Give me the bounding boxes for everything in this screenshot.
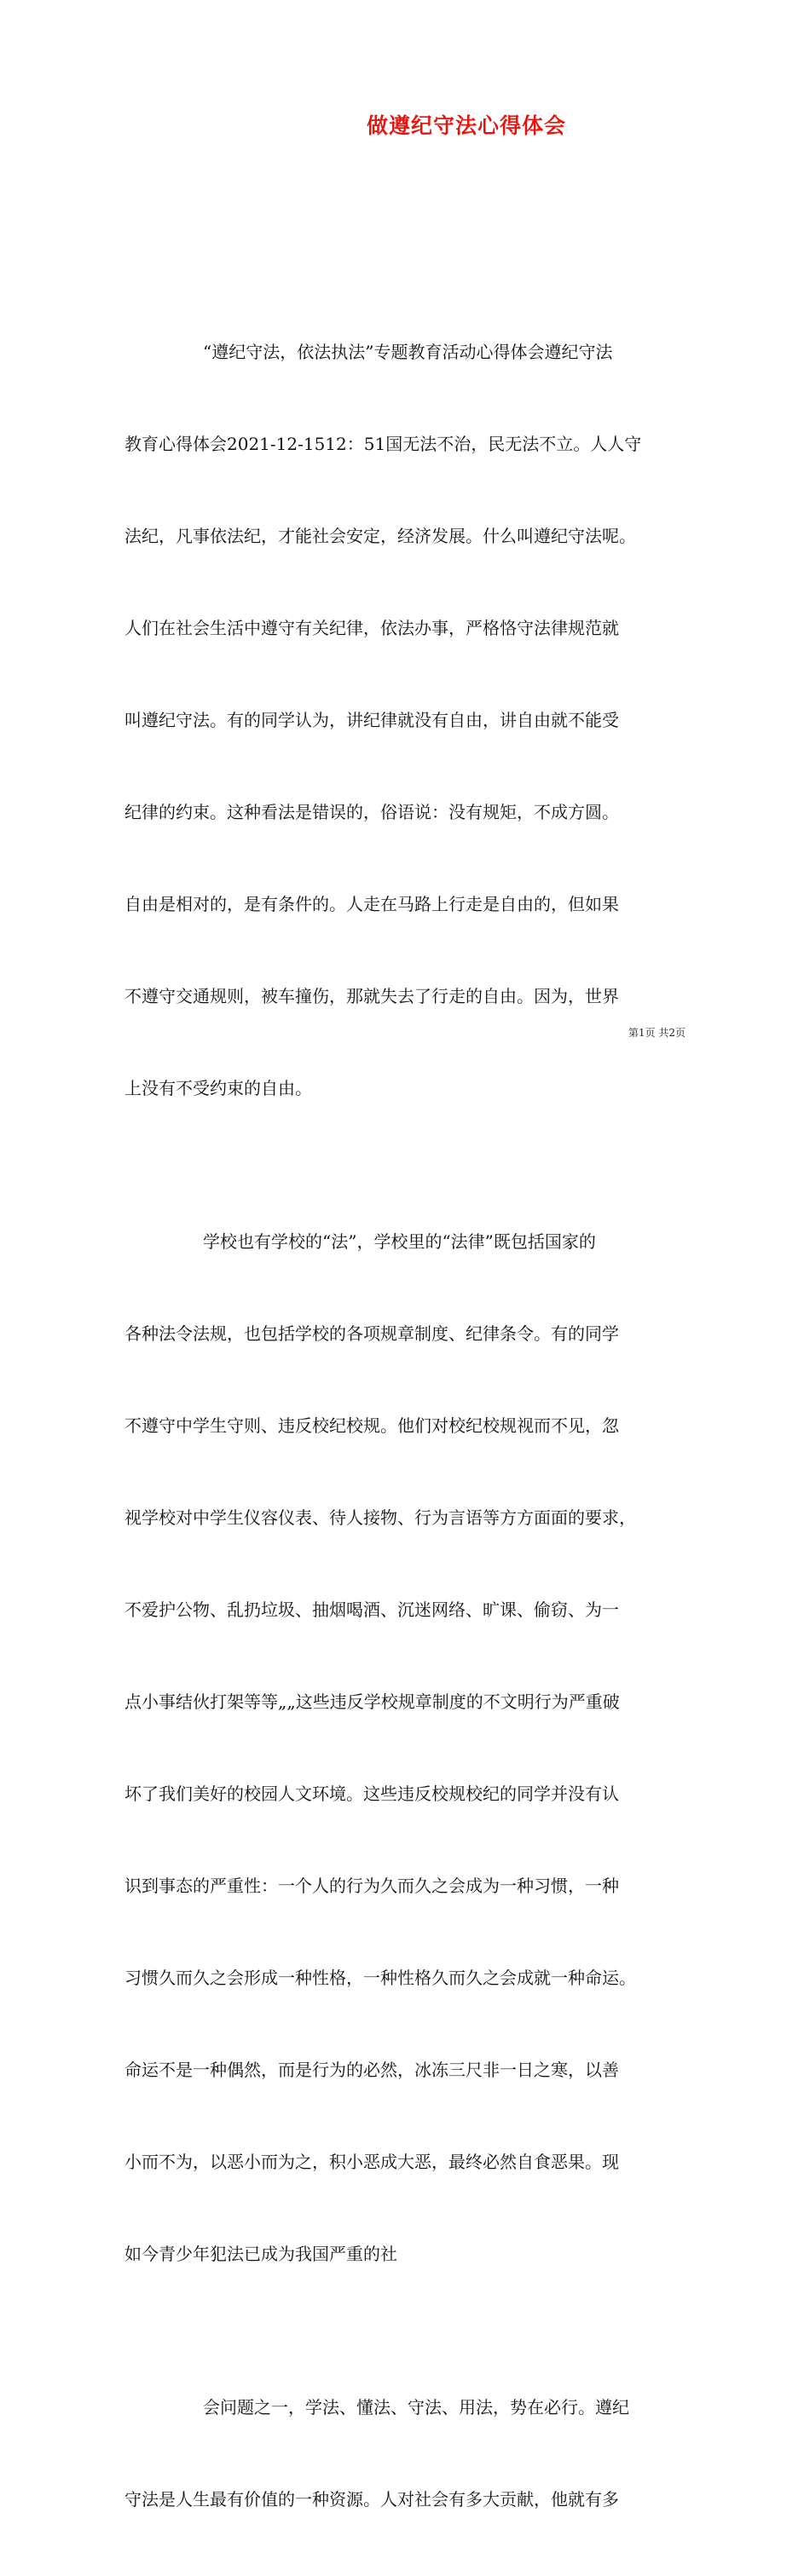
- page-number-footer: 第1页 共2页: [628, 1027, 686, 1039]
- paragraph-3: [124, 2331, 689, 2576]
- paragraph-line: 会问题之一，学法、懂法、守法、用法，势在必行。遵纪: [203, 2397, 629, 2418]
- paragraph-line: 如今青少年犯法已成为我国严重的社: [124, 2244, 397, 2264]
- paragraph-1: [124, 275, 689, 1165]
- paragraph-line: 各种法令法规，也包括学校的各项规章制度、纪律条令。有的同学: [124, 1323, 619, 1344]
- paragraph-line: 不遵守交通规则，被车撞伤，那就失去了行走的自由。因为，世界: [124, 986, 619, 1006]
- paragraph-line: 识到事态的严重性：一个人的行为久而久之会成为一种习惯，一种: [124, 1876, 619, 1896]
- document-body: [124, 275, 689, 2576]
- paragraph-line: 学校也有学校的“法”，学校里的“法律”既包括国家的: [203, 1231, 596, 1252]
- paragraph-line: 法纪，凡事依法纪，才能社会安定，经济发展。什么叫遵纪守法呢。: [124, 526, 636, 546]
- paragraph-line: 教育心得体会2021-12-1512：51国无法不治，民无法不立。人人守: [124, 434, 642, 454]
- paragraph-2: [124, 1165, 689, 2331]
- paragraph-line: 不遵守中学生守则、违反校纪校规。他们对校纪校规视而不见，忽: [124, 1415, 619, 1436]
- paragraph-line: 命运不是一种偶然，而是行为的必然，冰冻三尺非一日之寒，以善: [124, 2060, 619, 2080]
- document-title: 做遵纪守法心得体会: [366, 113, 566, 138]
- paragraph-line: 自由是相对的，是有条件的。人走在马路上行走是自由的，但如果: [124, 894, 619, 914]
- paragraph-line: 叫遵纪守法。有的同学认为，讲纪律就没有自由，讲自由就不能受: [124, 710, 619, 730]
- paragraph-line: 坏了我们美好的校园人文环境。这些违反校规校纪的同学并没有认: [124, 1784, 619, 1804]
- paragraph-line: 视学校对中学生仪容仪表、待人接物、行为言语等方方面面的要求，: [124, 1507, 636, 1528]
- paragraph-line: 点小事结伙打架等等„„这些违反学校规章制度的不文明行为严重破: [124, 1691, 620, 1712]
- paragraph-line: “遵纪守法，依法执法”专题教育活动心得体会遵纪守法: [203, 342, 613, 362]
- paragraph-line: 习惯久而久之会形成一种性格，一种性格久而久之会成就一种命运。: [124, 1968, 636, 1988]
- paragraph-line: 纪律的约束。这种看法是错误的，俗语说：没有规矩，不成方圆。: [124, 802, 619, 822]
- paragraph-line: 上没有不受约束的自由。: [124, 1078, 312, 1098]
- paragraph-line: 人们在社会生活中遵守有关纪律，依法办事，严格恪守法律规范就: [124, 618, 619, 638]
- paragraph-line: 小而不为，以恶小而为之，积小恶成大恶，最终必然自食恶果。现: [124, 2152, 619, 2172]
- paragraph-line: 守法是人生最有价值的一种资源。人对社会有多大贡献，他就有多: [124, 2489, 619, 2510]
- paragraph-line: 不爱护公物、乱扔垃圾、抽烟喝酒、沉迷网络、旷课、偷窃、为一: [124, 1599, 619, 1620]
